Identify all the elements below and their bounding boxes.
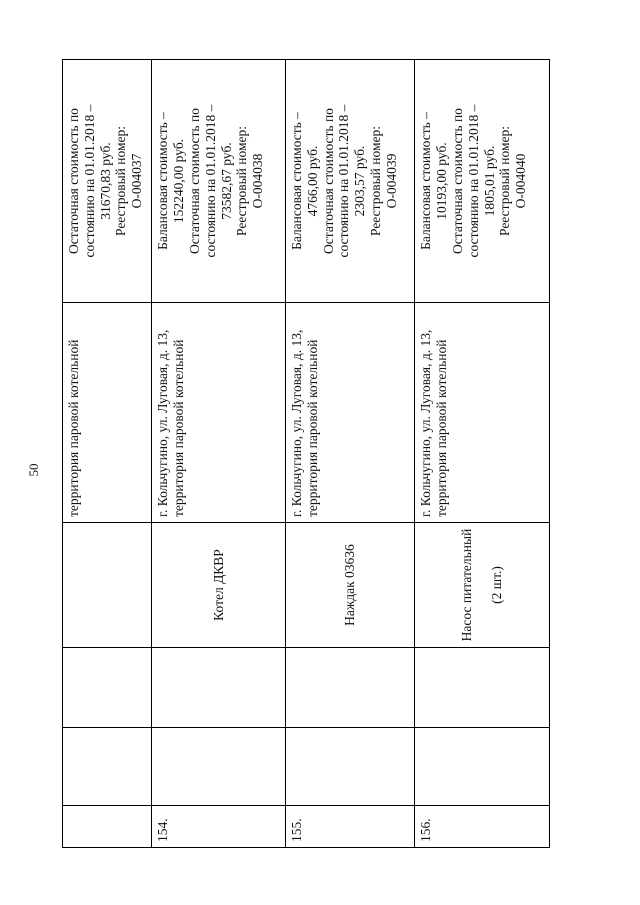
name-cell [152,523,286,648]
name-line: Наждак 03636 [342,544,358,626]
value-cell [63,60,152,303]
value-line: О-004040 [513,153,529,209]
value-line: О-004037 [129,153,145,209]
empty-cell [415,648,550,728]
address-cell [285,303,414,523]
number-cell: 155. [285,806,414,848]
name-line: (2 шт.) [489,566,505,604]
name-line: Котел ДКВР [210,549,226,621]
property-table [62,59,550,848]
value-cell [285,60,414,303]
value-line: Остаточная стоимость по [66,108,81,254]
name-line: Насос питательный [459,528,475,642]
empty-cell [285,648,414,728]
value-line: Реестровый номер: [497,126,513,237]
value-line: О-004038 [250,153,266,209]
empty-cell [63,728,152,806]
name-cell [285,523,414,648]
value-line: Балансовая стоимость – [288,112,304,250]
value-line: 1805,01 руб. [481,145,497,217]
value-line: Балансовая стоимость – [418,112,434,250]
value-cell [415,60,550,303]
value-line: О-004039 [383,153,399,209]
number-cell: 156. [415,806,550,848]
address-line: территория паровой котельной [434,339,450,517]
table-row [415,60,550,848]
value-line: 73582,67 руб. [218,142,234,220]
value-line: Реестровый номер: [234,126,250,237]
name-cell [415,523,550,648]
page-number-text: 50 [26,463,41,477]
value-line: 10193,00 руб. [434,142,450,220]
value-line: Остаточная стоимость по [449,108,465,254]
empty-cell [63,648,152,728]
value-line: 4766,00 руб. [304,145,320,217]
address-cell [152,303,286,523]
address-line: г. Кольчугино, ул. Луговая, д. 13, [418,329,434,517]
value-line: Остаточная стоимость по [320,108,336,254]
address-line: территория паровой котельной [304,339,320,517]
address-line: территория паровой котельной [171,339,187,517]
address-cell [415,303,550,523]
address-line: г. Кольчугино, ул. Луговая, д. 13, [155,329,171,517]
value-line: состоянию на 01.01.2018 – [202,104,218,258]
empty-cell [285,728,414,806]
value-line: 2303,57 руб. [352,145,368,217]
address-line: г. Кольчугино, ул. Луговая, д. 13, [288,329,304,517]
name-cell [63,523,152,648]
empty-cell [152,648,286,728]
value-line: 31670,83 руб. [97,142,113,220]
value-line: Балансовая стоимость – [155,112,171,250]
value-line: 152240,00 руб. [171,138,187,224]
table-row [63,60,152,848]
empty-cell [152,728,286,806]
number-cell: 154. [152,806,286,848]
empty-cell [415,728,550,806]
table-row [152,60,286,848]
value-line: Реестровый номер: [367,126,383,237]
value-cell [152,60,286,303]
value-line: Остаточная стоимость по [186,108,202,254]
value-line: Реестровый номер: [113,126,129,237]
number-cell [63,806,152,848]
value-line: состоянию на 01.01.2018 – [465,104,481,258]
value-line: состоянию на 01.01.2018 – [81,104,97,258]
value-line: состоянию на 01.01.2018 – [336,104,352,258]
address-line: территория паровой котельной [66,339,81,517]
address-cell [63,303,152,523]
table-row [285,60,414,848]
